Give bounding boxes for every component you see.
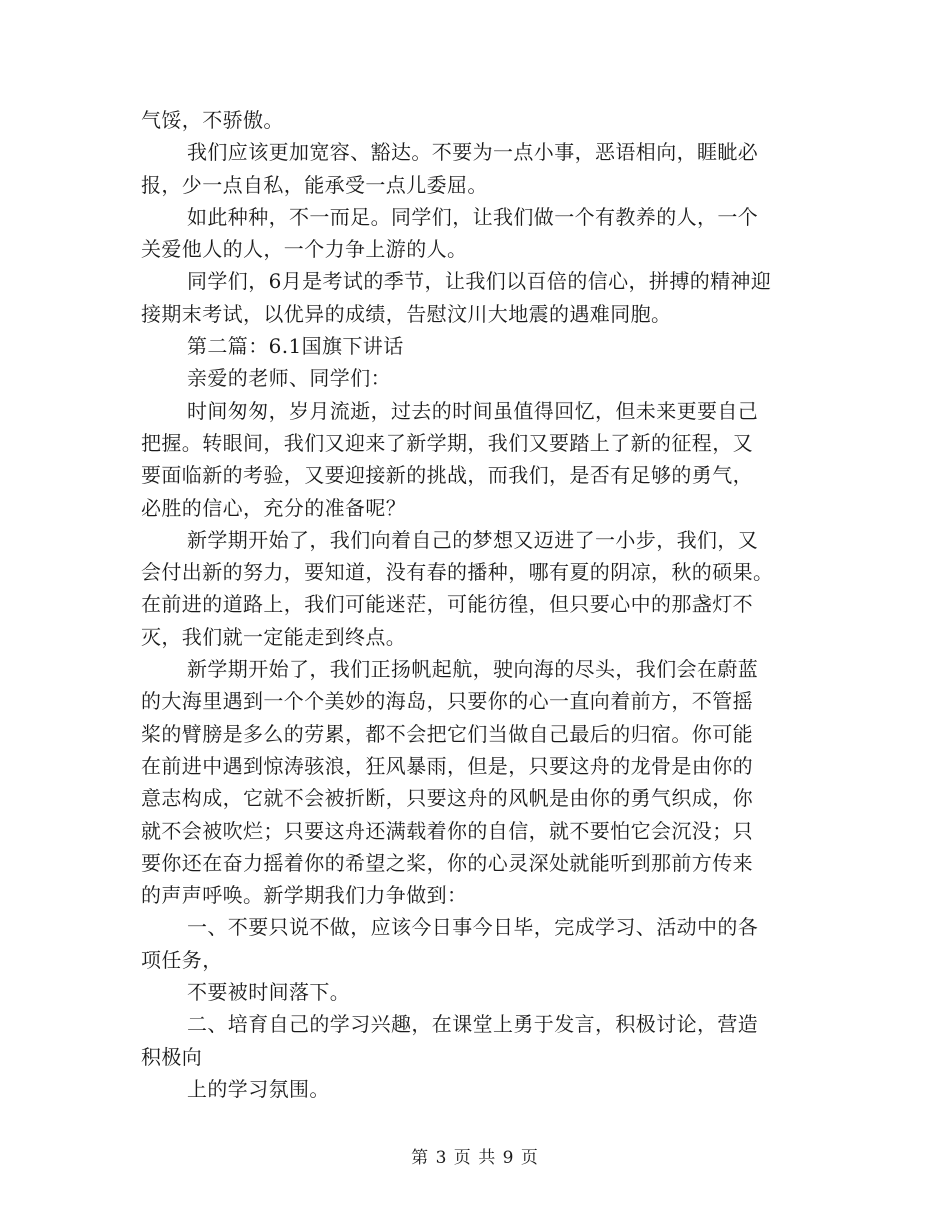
text-line: 灭，我们就一定能走到终点。 [141, 624, 407, 649]
text-line: 上的学习氛围。 [187, 1076, 330, 1101]
text-line: 会付出新的努力，要知道，没有春的播种，哪有夏的阴凉，秋的硕果。 [141, 560, 774, 585]
body-text [141, 104, 816, 1105]
text-line: 第二篇：6.1国旗下讲话 [187, 334, 404, 359]
text-line: 同学们，6月是考试的季节，让我们以百倍的信心，拼搏的精神迎 [187, 269, 772, 294]
text-line: 在前进的道路上，我们可能迷茫，可能彷徨，但只要心中的那盏灯不 [141, 592, 753, 617]
text-line: 二、培育自己的学习兴趣，在课堂上勇于发言，积极讨论，营造 [187, 1012, 759, 1037]
text-line: 要你还在奋力摇着你的希望之桨，你的心灵深处就能听到那前方传来 [141, 850, 753, 875]
text-line: 把握。转眼间，我们又迎来了新学期，我们又要踏上了新的征程，又 [141, 430, 753, 455]
text-line: 桨的臂膀是多么的劳累，都不会把它们当做自己最后的归宿。你可能 [141, 721, 753, 746]
text-line: 我们应该更加宽容、豁达。不要为一点小事，恶语相向，睚眦必 [187, 140, 759, 165]
text-line: 时间匆匆，岁月流逝，过去的时间虽值得回忆，但未来更要自己 [187, 398, 759, 423]
text-line: 一、不要只说不做，应该今日事今日毕，完成学习、活动中的各 [187, 915, 759, 940]
text-line: 如此种种，不一而足。同学们，让我们做一个有教养的人，一个 [187, 204, 759, 229]
text-line: 要面临新的考验，又要迎接新的挑战，而我们，是否有足够的勇气， [141, 463, 753, 488]
text-line: 新学期开始了，我们向着自己的梦想又迈进了一小步，我们，又 [187, 527, 759, 552]
text-line: 就不会被吹烂；只要这舟还满载着你的自信，就不要怕它会沉没；只 [141, 818, 753, 843]
text-line: 的大海里遇到一个个美妙的海岛，只要你的心一直向着前方，不管摇 [141, 689, 753, 714]
text-line: 气馁，不骄傲。 [141, 108, 284, 132]
text-line: 新学期开始了，我们正扬帆起航，驶向海的尽头，我们会在蔚蓝 [187, 657, 759, 682]
page-footer: 第 3 页 共 9 页 [411, 1148, 539, 1168]
text-line: 不要被时间落下。 [187, 980, 351, 1005]
text-line: 亲爱的老师、同学们： [187, 366, 391, 391]
text-line: 接期末考试，以优异的成绩，告慰汶川大地震的遇难同胞。 [141, 301, 672, 326]
text-line: 报，少一点自私，能承受一点儿委屈。 [141, 172, 488, 197]
text-line: 意志构成，它就不会被折断，只要这舟的风帆是由你的勇气织成，你 [141, 786, 753, 811]
text-line: 在前进中遇到惊涛骇浪，狂风暴雨，但是，只要这舟的龙骨是由你的 [141, 753, 753, 778]
text-line: 项任务， [141, 947, 223, 972]
text-line: 必胜的信心，充分的准备呢？ [141, 495, 407, 520]
text-line: 积极向 [141, 1044, 203, 1069]
text-line: 关爱他人的人，一个力争上游的人。 [141, 237, 468, 262]
text-line: 的声声呼唤。新学期我们力争做到： [141, 883, 468, 908]
